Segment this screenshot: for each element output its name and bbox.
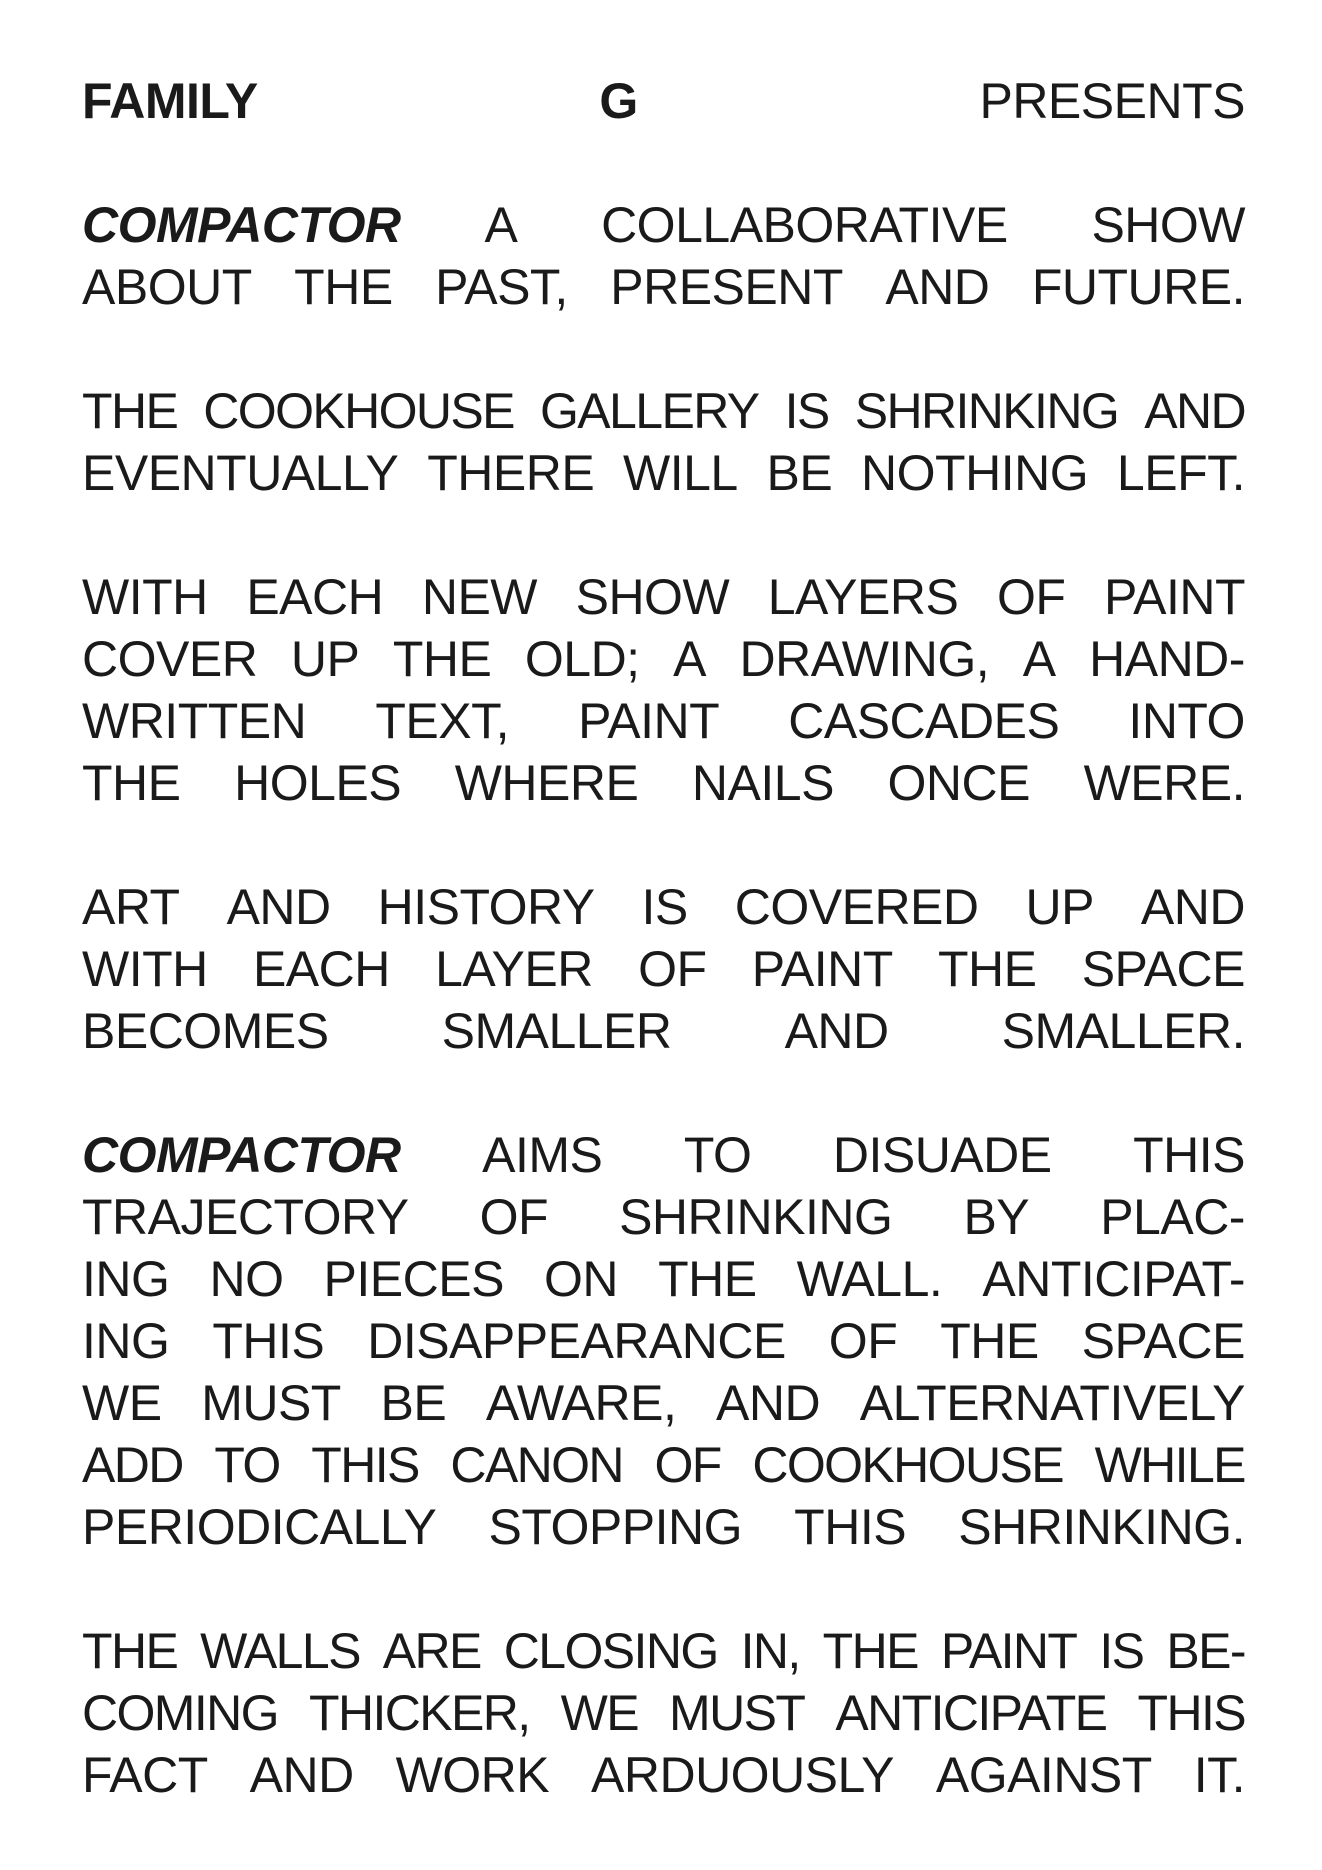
word: COLLABORATIVE xyxy=(601,197,1008,253)
word: EACH xyxy=(252,941,390,997)
word: SPACE xyxy=(1081,1313,1245,1369)
word: NOTHING xyxy=(861,445,1089,501)
word: AND xyxy=(249,1747,354,1803)
word: ON xyxy=(544,1251,618,1307)
word: PLAC- xyxy=(1100,1189,1245,1245)
word: PERIODICALLY xyxy=(82,1499,437,1555)
word: DRAWING, xyxy=(739,631,990,687)
word: BE- xyxy=(1166,1623,1245,1679)
word: NEW xyxy=(421,569,537,625)
word: LAYER xyxy=(435,941,593,997)
text-line xyxy=(82,938,1245,1000)
word: MUST xyxy=(669,1685,805,1741)
text-line xyxy=(82,752,1245,814)
paragraph xyxy=(82,380,1245,504)
word: WHILE xyxy=(1094,1437,1245,1493)
word: ING xyxy=(82,1313,170,1369)
word: SMALLER. xyxy=(1001,1003,1245,1059)
word: IS xyxy=(784,383,829,439)
word: WILL xyxy=(623,445,738,501)
word: IS xyxy=(1099,1623,1144,1679)
word: IT. xyxy=(1193,1747,1245,1803)
paragraph-gap xyxy=(82,504,1245,566)
word: HISTORY xyxy=(377,879,595,935)
word: NO xyxy=(209,1251,284,1307)
text-line xyxy=(82,628,1245,690)
word: ADD xyxy=(82,1437,183,1493)
word: ALTERNATIVELY xyxy=(859,1375,1245,1431)
word: TO xyxy=(683,1127,752,1183)
word: UP xyxy=(290,631,360,687)
word: THICKER, xyxy=(309,1685,530,1741)
word: THIS xyxy=(311,1437,419,1493)
word: EACH xyxy=(246,569,384,625)
word: THE xyxy=(940,1313,1039,1369)
text-line xyxy=(82,1124,1245,1186)
word: THE xyxy=(658,1251,757,1307)
word: THE xyxy=(937,941,1037,997)
word: LAYERS xyxy=(767,569,959,625)
paragraph xyxy=(82,1620,1245,1806)
paragraph xyxy=(82,1124,1245,1558)
document-page xyxy=(82,70,1245,1806)
word: HAND- xyxy=(1089,631,1245,687)
word: AND xyxy=(226,879,331,935)
word: PAST, xyxy=(435,259,568,315)
word: TRAJECTORY xyxy=(82,1189,409,1245)
word: CLOSING xyxy=(503,1623,718,1679)
word: PAINT xyxy=(751,941,893,997)
word: WRITTEN xyxy=(82,693,307,749)
word: A xyxy=(484,197,518,253)
show-title-word: COMPACTOR xyxy=(82,1127,401,1183)
word: STOPPING xyxy=(488,1499,742,1555)
paragraph-gap xyxy=(82,1558,1245,1620)
text-line xyxy=(82,690,1245,752)
word: THE xyxy=(392,631,492,687)
word: BECOMES xyxy=(82,1003,329,1059)
word: CANON xyxy=(450,1437,623,1493)
text-line xyxy=(82,1434,1245,1496)
body-text xyxy=(82,132,1245,1806)
show-title-word: COMPACTOR xyxy=(82,197,401,253)
word: COOKHOUSE xyxy=(203,383,514,439)
word: CASCADES xyxy=(788,693,1060,749)
word: THIS xyxy=(794,1499,907,1555)
word: HOLES xyxy=(234,755,402,811)
word: EVENTUALLY xyxy=(82,445,399,501)
header-line xyxy=(82,70,1245,132)
paragraph-gap xyxy=(82,814,1245,876)
word: ANTICIPAT- xyxy=(982,1251,1245,1307)
word: A xyxy=(1022,631,1056,687)
text-line xyxy=(82,380,1245,442)
word: COVER xyxy=(82,631,258,687)
word: SPACE xyxy=(1081,941,1245,997)
word: OF xyxy=(996,569,1066,625)
word: THE xyxy=(82,383,178,439)
word: ARDUOUSLY xyxy=(591,1747,894,1803)
word: PAINT xyxy=(1103,569,1245,625)
word: UP xyxy=(1025,879,1094,935)
word: THIS xyxy=(1137,1685,1245,1741)
word: THIS xyxy=(212,1313,325,1369)
text-line xyxy=(82,566,1245,628)
paragraph-gap xyxy=(82,1062,1245,1124)
word: WALL. xyxy=(796,1251,943,1307)
word: INTO xyxy=(1128,693,1245,749)
text-line xyxy=(82,1372,1245,1434)
text-line xyxy=(82,876,1245,938)
word: PRESENT xyxy=(610,259,843,315)
word: GALLERY xyxy=(539,383,759,439)
paragraph-gap xyxy=(82,318,1245,380)
word: NAILS xyxy=(691,755,834,811)
paragraph xyxy=(82,566,1245,814)
word: AGAINST xyxy=(935,1747,1152,1803)
paragraph xyxy=(82,876,1245,1062)
word: AND xyxy=(716,1375,821,1431)
word: SHOW xyxy=(575,569,730,625)
word: IS xyxy=(641,879,688,935)
word: OF xyxy=(828,1313,898,1369)
word: THERE xyxy=(427,445,595,501)
word: A xyxy=(673,631,706,687)
word: BE xyxy=(380,1375,447,1431)
text-line xyxy=(82,442,1245,504)
word: ARE xyxy=(382,1623,481,1679)
word: SMALLER xyxy=(441,1003,672,1059)
word: OF xyxy=(638,941,707,997)
word: THE xyxy=(82,1623,178,1679)
word: OF xyxy=(479,1189,549,1245)
word: SHRINKING xyxy=(619,1189,893,1245)
text-line xyxy=(82,1310,1245,1372)
word: FACT xyxy=(82,1747,208,1803)
word: COMING xyxy=(82,1685,278,1741)
word: ART xyxy=(82,879,180,935)
text-line xyxy=(82,1620,1245,1682)
word: WERE. xyxy=(1083,755,1245,811)
word: OF xyxy=(654,1437,721,1493)
word: WITH xyxy=(82,941,208,997)
text-line xyxy=(82,194,1245,256)
text-line xyxy=(82,1496,1245,1558)
word: WORK xyxy=(395,1747,550,1803)
word: THE xyxy=(294,259,393,315)
word: OLD; xyxy=(524,631,640,687)
word: WE xyxy=(82,1375,162,1431)
word: LEFT. xyxy=(1116,445,1245,501)
word: FUTURE. xyxy=(1031,259,1245,315)
word: WE xyxy=(560,1685,638,1741)
word: MUST xyxy=(201,1375,341,1431)
word: WALLS xyxy=(200,1623,360,1679)
paragraph xyxy=(82,194,1245,318)
word: BY xyxy=(963,1189,1030,1245)
word: AND xyxy=(1144,383,1245,439)
word: ONCE xyxy=(887,755,1030,811)
word: THIS xyxy=(1133,1127,1245,1183)
word: AND xyxy=(885,259,990,315)
header-left: FAMILY xyxy=(82,73,258,129)
word: AND xyxy=(1140,879,1245,935)
word: DISAPPEARANCE xyxy=(367,1313,786,1369)
word: ANTICIPATE xyxy=(835,1685,1107,1741)
word: DISUADE xyxy=(832,1127,1052,1183)
word: ABOUT xyxy=(82,259,252,315)
word: AWARE, xyxy=(485,1375,677,1431)
word: IN, xyxy=(740,1623,800,1679)
word: ING xyxy=(82,1251,170,1307)
word: PAINT xyxy=(940,1623,1077,1679)
word: THE xyxy=(822,1623,918,1679)
word: THE xyxy=(82,755,181,811)
word: AIMS xyxy=(482,1127,603,1183)
word: PAINT xyxy=(578,693,720,749)
text-line xyxy=(82,1000,1245,1062)
text-line xyxy=(82,256,1245,318)
header-center: G xyxy=(599,73,638,129)
word: TEXT, xyxy=(375,693,509,749)
word: AND xyxy=(784,1003,889,1059)
word: TO xyxy=(214,1437,280,1493)
paragraph-gap xyxy=(82,132,1245,194)
word: WITH xyxy=(82,569,208,625)
word: SHOW xyxy=(1091,197,1245,253)
word: PIECES xyxy=(323,1251,504,1307)
word: SHRINKING xyxy=(854,383,1119,439)
word: BE xyxy=(766,445,833,501)
word: COVERED xyxy=(734,879,979,935)
text-line xyxy=(82,1186,1245,1248)
word: COOKHOUSE xyxy=(752,1437,1063,1493)
text-line xyxy=(82,1744,1245,1806)
text-line xyxy=(82,1248,1245,1310)
word: SHRINKING. xyxy=(958,1499,1245,1555)
text-line xyxy=(82,1682,1245,1744)
word: WHERE xyxy=(454,755,639,811)
header-right: PRESENTS xyxy=(979,73,1245,129)
